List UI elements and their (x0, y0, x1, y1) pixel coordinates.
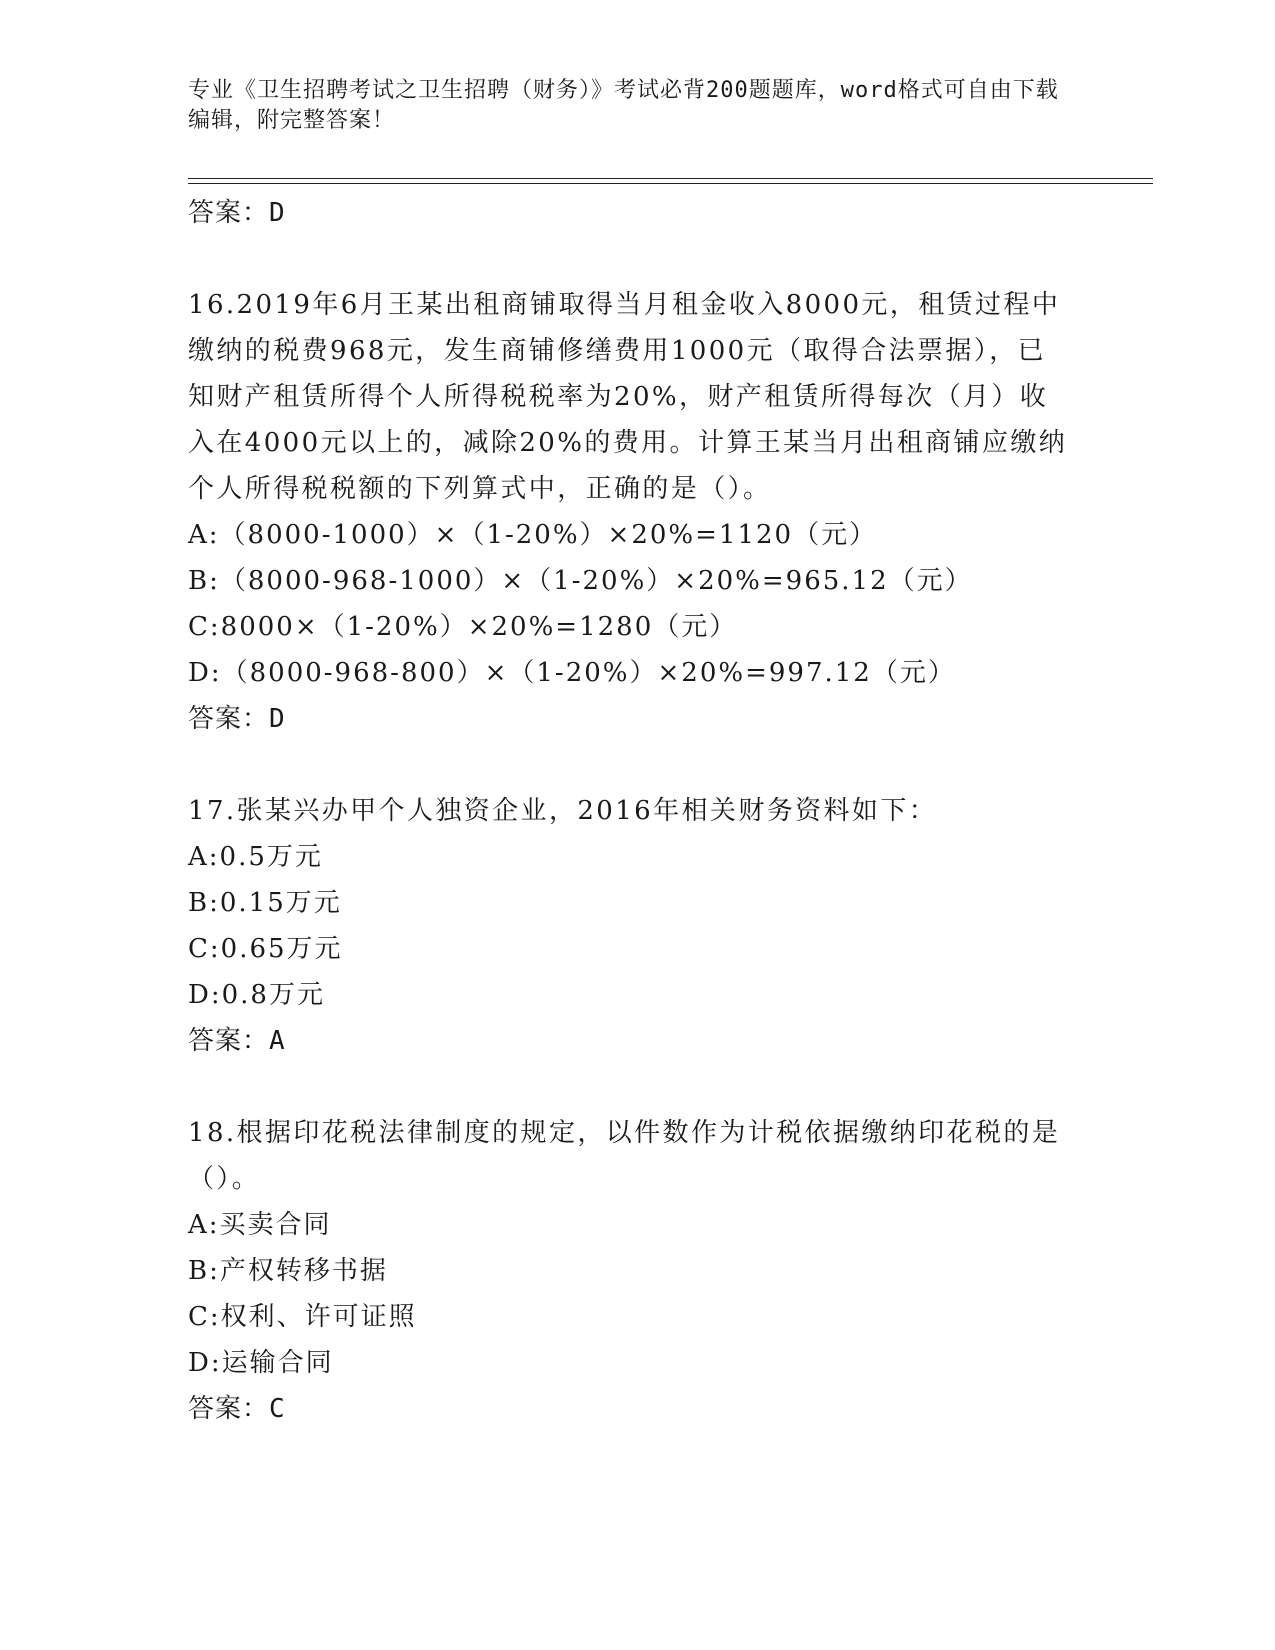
option-d: D:运输合同 (188, 1348, 334, 1378)
question-stem: 16.2019年6月王某出租商铺取得当月租金收入8000元，租赁过程中缴纳的税费968元，发生商铺修缮费用1000元（取得合法票据），已知财产租赁所得个人所得税税率为20%，财产租赁所得每次（月）收入在4000元以上的，减除20%的费用。计算王某当月出租商铺应缴纳个人所得税税额的下列算式中，正确的是（）。 (188, 290, 1068, 504)
question-stem: 17.张某兴办甲个人独资企业，2016年相关财务资料如下： (188, 796, 938, 826)
option-a: A:买卖合同 (188, 1210, 332, 1240)
document-header: 专业《卫生招聘考试之卫生招聘（财务）》考试必背200题题库，word格式可自由下载编辑，附完整答案！ (188, 78, 1059, 133)
option-a: A:0.5万元 (188, 842, 323, 872)
question-answer: 答案：D (188, 704, 286, 734)
option-b: B:（8000-968-1000）×（1-20%）×20%=965.12（元） (188, 566, 973, 596)
option-c: C:8000×（1-20%）×20%=1280（元） (188, 612, 738, 642)
question-stem: 18.根据印花税法律制度的规定，以件数作为计税依据缴纳印花税的是（）。 (188, 1118, 1061, 1194)
option-b: B:0.15万元 (188, 888, 342, 918)
option-a: A:（8000-1000）×（1-20%）×20%=1120（元） (188, 520, 878, 550)
question-answer: 答案：C (188, 1394, 286, 1424)
question-18 (188, 1110, 1088, 1432)
option-d: D:（8000-968-800）×（1-20%）×20%=997.12（元） (188, 658, 956, 688)
header-divider-top (188, 178, 1153, 179)
option-b: B:产权转移书据 (188, 1256, 388, 1286)
option-c: C:0.65万元 (188, 934, 343, 964)
previous-answer: 答案：D (188, 198, 286, 228)
header-divider-bottom (188, 183, 1153, 184)
question-17 (188, 788, 1088, 1064)
question-16 (188, 282, 1088, 742)
document-body (188, 190, 1088, 1432)
question-answer: 答案：A (188, 1026, 286, 1056)
option-d: D:0.8万元 (188, 980, 325, 1010)
option-c: C:权利、许可证照 (188, 1302, 417, 1332)
